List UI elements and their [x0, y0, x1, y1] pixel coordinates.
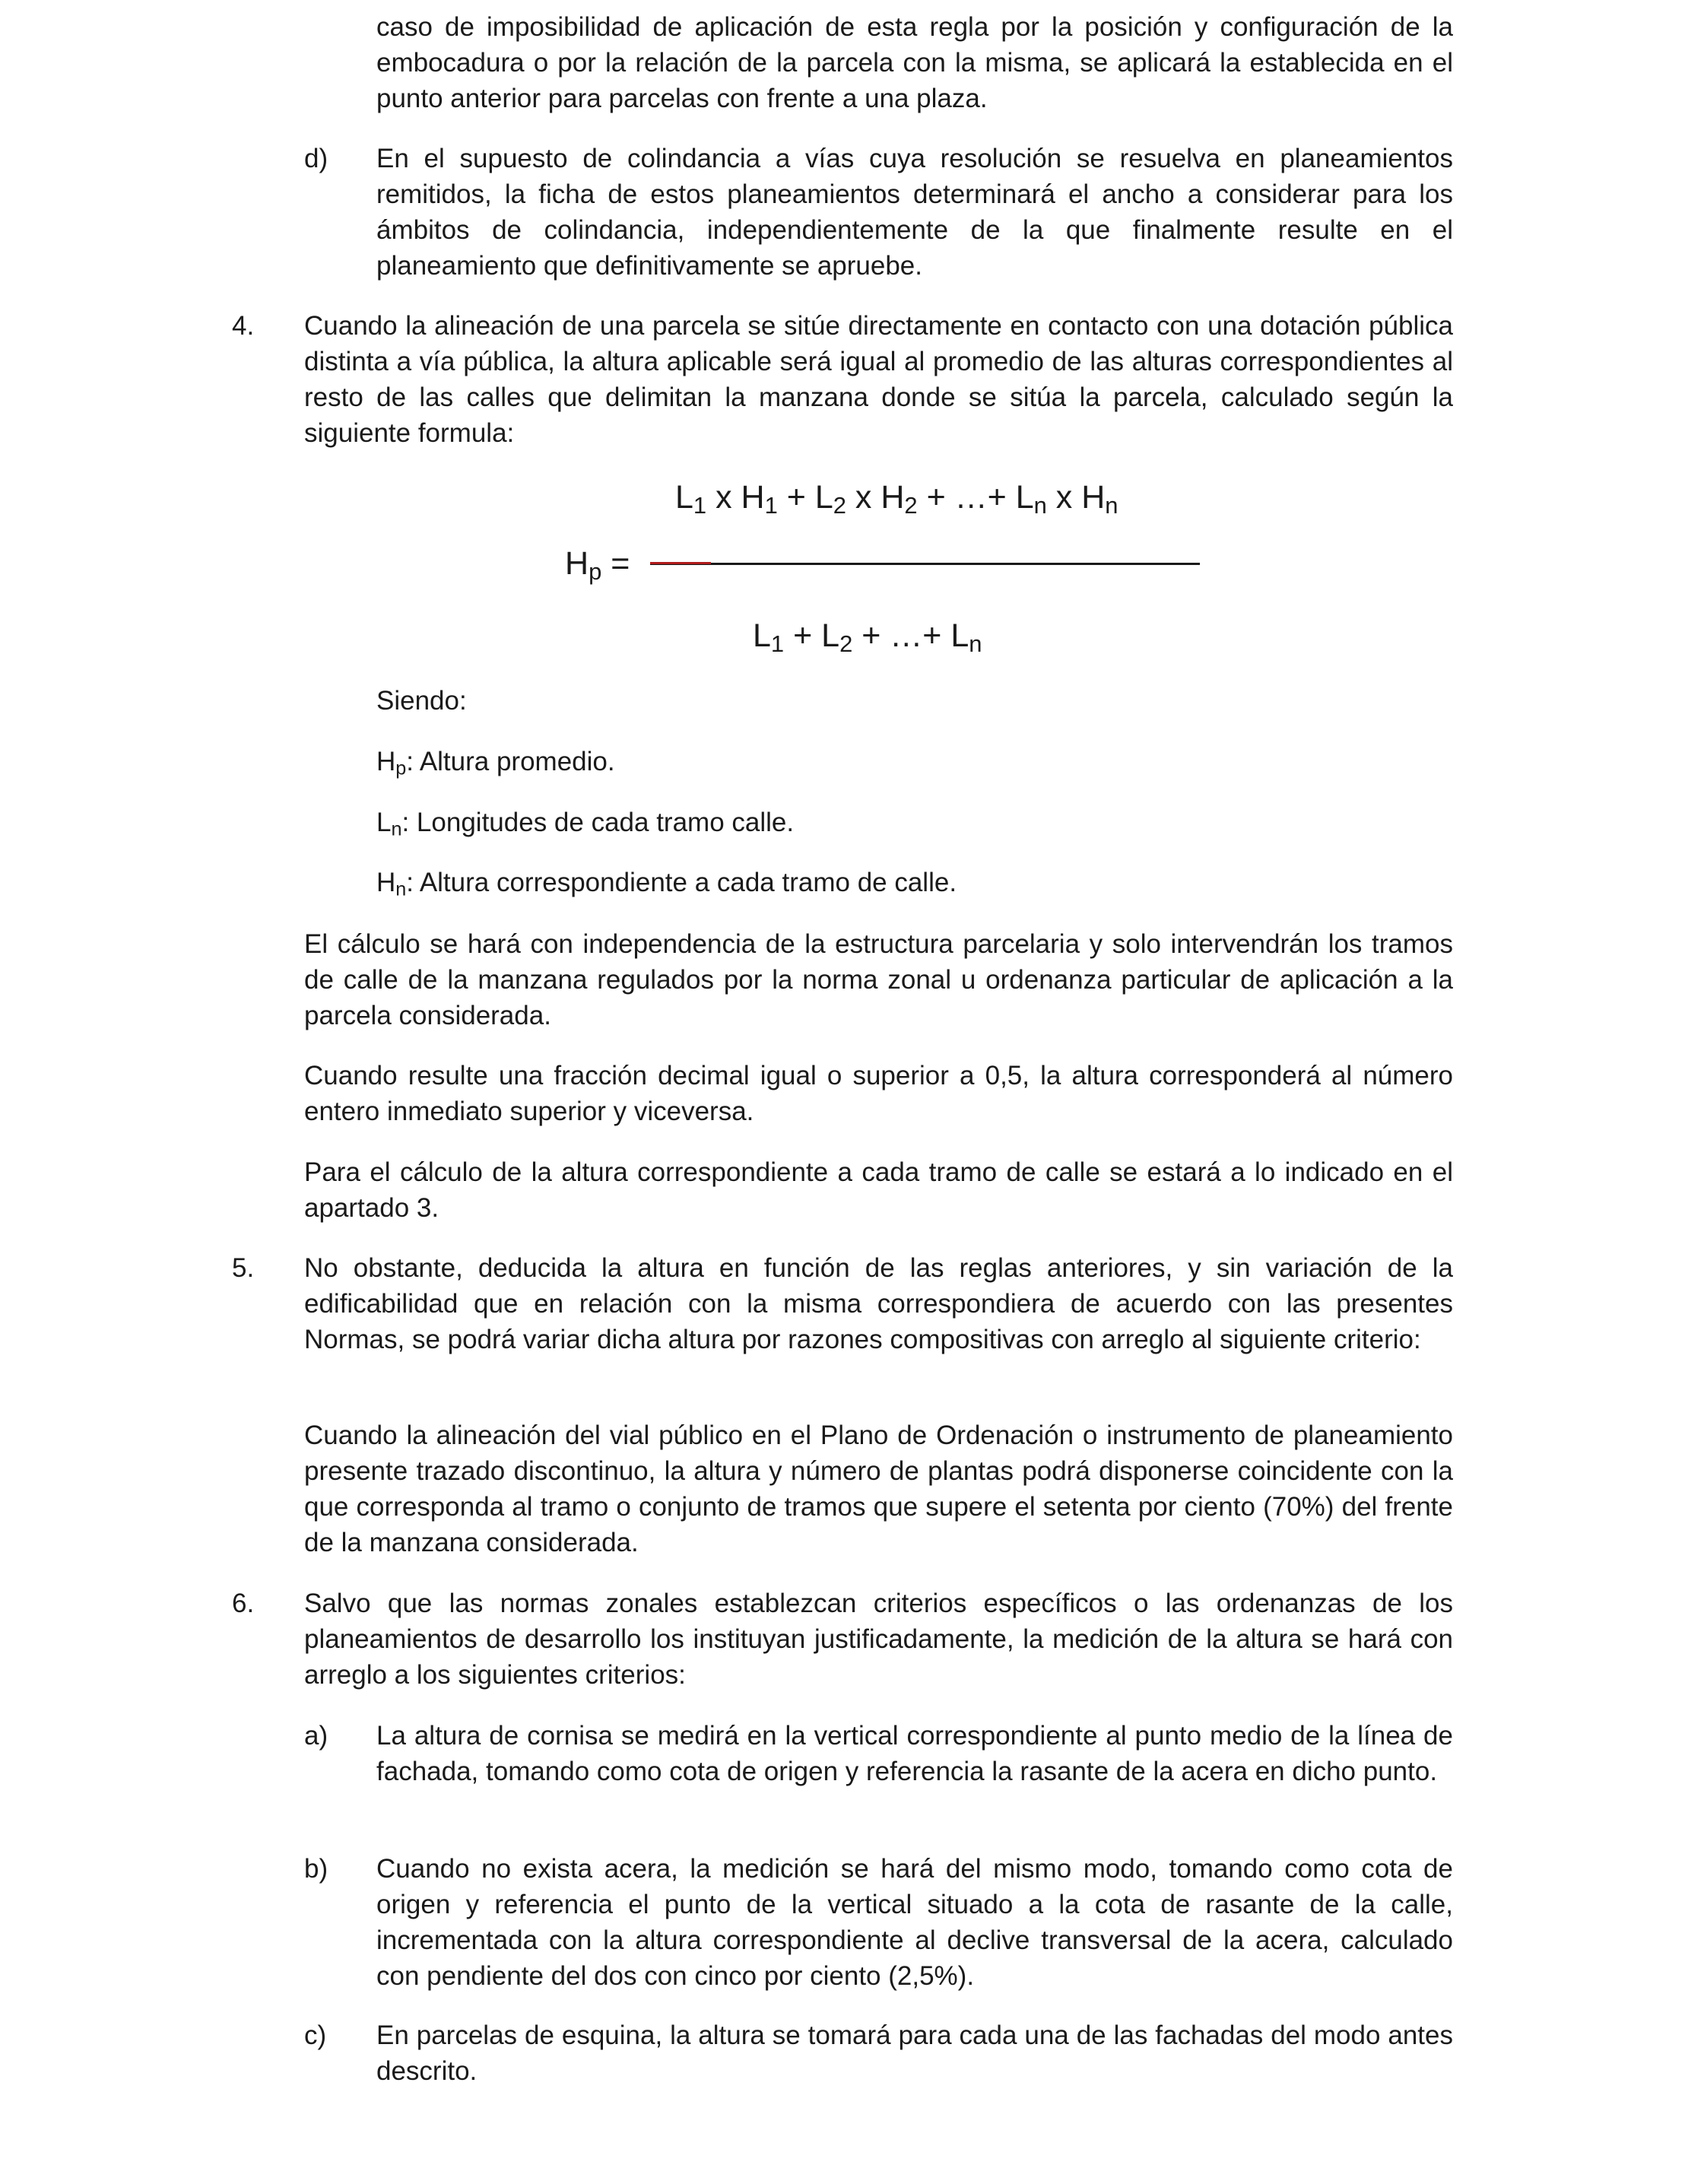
fraction-line	[650, 563, 1200, 565]
item-4-text: Cuando la alineación de una parcela se sitúe directamente en contacto con una dotación pública distinta a vía pública, la altura aplicable será igual al promedio de las alturas correspondientes al resto de las calles que delimitan la manzana donde se sitúa la parcela, calculado según la siguiente formula:	[304, 311, 1453, 448]
item-6b-marker: b)	[304, 1854, 328, 1884]
item-6-text: Salvo que las normas zonales establezcan criterios específicos o las ordenanzas de los planeamientos de desarrollo los instituyan justificadamente, la medición de la altura se hará con arreglo a los siguientes criterios:	[304, 1589, 1453, 1690]
item-6c-marker: c)	[304, 2021, 327, 2050]
item-c-continuation: caso de imposibilidad de aplicación de esta regla por la posición y configuración de la embocadura o por la relación de la parcela con la misma, se aplicará la establecida en el punto anterior para parcelas con frente a una plaza.	[376, 12, 1453, 113]
item-6c-text: En parcelas de esquina, la altura se tomará para cada una de las fachadas del modo antes descrito.	[376, 2021, 1453, 2086]
item-4-paragraph-2: Cuando resulte una fracción decimal igual o superior a 0,5, la altura corresponderá al número entero inmediato superior y viceversa.	[304, 1061, 1453, 1126]
item-6-marker: 6.	[232, 1589, 255, 1618]
item-d-text: En el supuesto de colindancia a vías cuya resolución se resuelva en planeamientos remitidos, la ficha de estos planeamientos determinará el ancho a considerar para los ámbitos de colindancia, independientemente de la que finalmente resulte en el planeamiento que definitivamente se apruebe.	[376, 144, 1453, 281]
item-6b-text: Cuando no exista acera, la medición se hará del mismo modo, tomando como cota de origen y referencia el punto de la vertical situado a la cota de rasante de la calle, incrementada con la altura correspondiente al declive transversal de la acera, calculado con pendiente del dos con cinco por ciento (2,5%).	[376, 1854, 1453, 1991]
item-5-text: No obstante, deducida la altura en función de las reglas anteriores, y sin variación de la edificabilidad que en relación con la misma correspondiera de acuerdo con las presentes Normas, se podrá variar dicha altura por razones compositivas con arreglo al siguiente criterio:	[304, 1253, 1453, 1354]
item-5-paragraph-1: Cuando la alineación del vial público en el Plano de Ordenación o instrumento de planeamiento presente trazado discontinuo, la altura y número de plantas podrá disponerse coincidente con la que corresponda al tramo o conjunto de tramos que supere el setenta por ciento (70%) del frente de la manzana considerada.	[304, 1421, 1453, 1557]
item-d-marker: d)	[304, 144, 328, 173]
definition-ln: $L_n$: Longitudes de cada tramo calle.	[376, 808, 795, 840]
fraction-line-red-mark	[650, 562, 711, 564]
formula-numerator: $L_1$ x $H_1 + L_2$ x $H_2$ + …+ $L_n$ x $H_n$	[675, 479, 1118, 519]
formula-lhs: $H_p$ =	[565, 545, 630, 585]
item-6a-marker: a)	[304, 1721, 328, 1751]
definition-hn: $H_n$: Altura correspondiente a cada tramo de calle.	[376, 868, 957, 900]
siendo-label: Siendo:	[376, 686, 467, 716]
item-4-paragraph-1: El cálculo se hará con independencia de la estructura parcelaria y solo intervendrán los tramos de calle de la manzana regulados por la norma zonal u ordenanza particular de aplicación a la parcela considerada.	[304, 929, 1453, 1030]
item-6a-text: La altura de cornisa se medirá en la vertical correspondiente al punto medio de la línea de fachada, tomando como cota de origen y referencia la rasante de la acera en dicho punto.	[376, 1721, 1453, 1786]
item-5-marker: 5.	[232, 1253, 255, 1283]
item-4-marker: 4.	[232, 311, 255, 341]
formula-denominator: $L_1 + L_2$ + …+ $L_n$	[753, 617, 982, 657]
definition-hp: $H_p$: Altura promedio.	[376, 747, 615, 779]
item-4-paragraph-3: Para el cálculo de la altura correspondiente a cada tramo de calle se estará a lo indicado en el apartado 3.	[304, 1157, 1453, 1223]
